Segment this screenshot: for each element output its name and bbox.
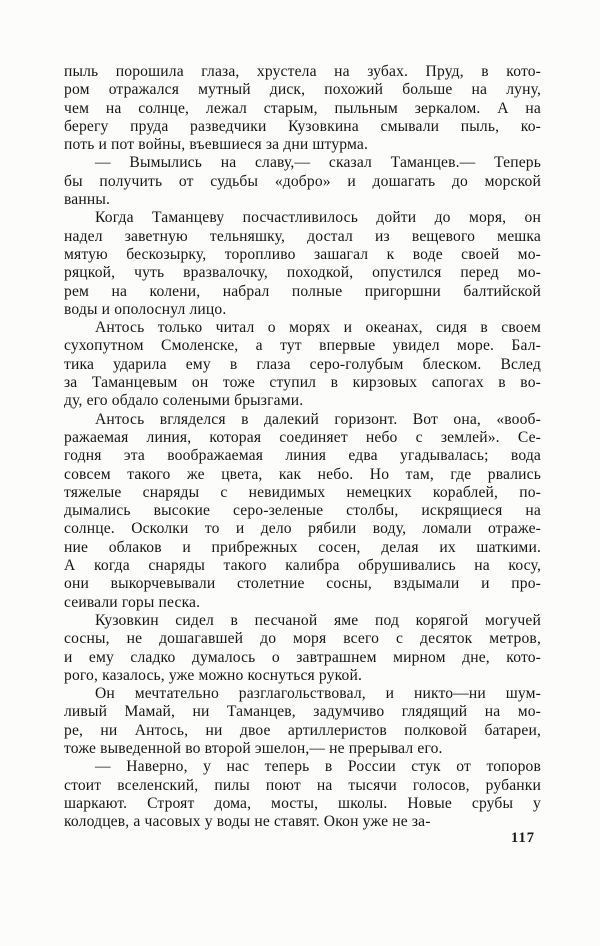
text-line: надел заветную тельняшку, достал из вещевого мешка: [64, 227, 541, 245]
text-line: совсем такого же цвета, как небо. Но там, где рвались: [64, 465, 541, 483]
text-line: дымались высокие серо-зеленые столбы, искрящиеся на: [64, 502, 541, 520]
text-line: пыль порошила глаза, хрустела на зубах. Пруд, в кото-: [64, 63, 541, 80]
text-line: ражаемая линия, которая соединяет небо с землей». Се-: [64, 428, 541, 446]
text-line: поть и пот войны, въевшиеся за дни штурма.: [64, 136, 369, 154]
text-line: — Вымылись на славу,— сказал Таманцев.— Теперь: [95, 154, 541, 172]
text-line: сухопутном Смоленске, а тут впервые увидел море. Бал-: [64, 337, 541, 355]
text-line: ние облаков и прибрежных сосен, делая их шаткими.: [64, 538, 541, 556]
text-line: Антось вгляделся в далекий горизонт. Вот она, «вооб-: [95, 410, 541, 428]
text-line: мятую бескозырку, торопливо зашагал к воде своей мо-: [64, 245, 541, 263]
page-text: [64, 63, 541, 831]
page-number: 117: [511, 830, 535, 846]
text-line: солнце. Осколки то и дело рябили воду, ломали отраже-: [64, 520, 541, 538]
text-line: ванны.: [64, 191, 111, 209]
text-line: ду, его обдало солеными брызгами.: [64, 392, 304, 410]
text-line: чем на солнце, лежал старым, пыльным зеркалом. А на: [64, 99, 541, 117]
text-line: Антось только читал о морях и океанах, сидя в своем: [95, 319, 541, 337]
text-line: воды и ополоснул лицо.: [64, 300, 227, 318]
text-line: ливый Мамай, ни Таманцев, задумчиво глядящий на мо-: [64, 703, 541, 721]
text-line: рем на колени, набрал полные пригоршни балтийской: [64, 282, 541, 300]
text-line: — Наверно, у нас теперь в России стук от топоров: [95, 758, 541, 776]
text-line: они выкорчевывали столетние сосны, вздымали и про-: [64, 575, 541, 593]
text-line: рого, казалось, уже можно коснуться рукой.: [64, 666, 363, 684]
text-line: сеивали горы песка.: [64, 593, 201, 611]
text-line: ре, ни Антось, ни двое артиллеристов полковой батареи,: [64, 721, 541, 739]
text-line: за Таманцевым он тоже ступил в кирзовых сапогах в во-: [64, 374, 541, 392]
text-line: Он мечтательно разглагольствовал, и никто—ни шум-: [95, 685, 541, 703]
text-line: берегу пруда разведчики Кузовкина смывали пыль, ко-: [64, 117, 541, 135]
text-line: Кузовкин сидел в песчаной яме под корягой могучей: [95, 611, 541, 629]
text-line: Когда Таманцеву посчастливилось дойти до моря, он: [95, 209, 541, 227]
text-line: тоже выведенной во второй эшелон,— не прерывал его.: [64, 739, 443, 757]
text-line: ряцкой, чуть вразвалочку, походкой, опустился перед мо-: [64, 264, 541, 282]
text-line: шаркают. Строят дома, мосты, школы. Новые срубы у: [64, 794, 541, 812]
text-line: тика ударила ему в глаза серо-голубым блеском. Вслед: [64, 355, 541, 373]
text-line: сосны, не дошагавшей до моря всего с десяток метров,: [64, 630, 541, 648]
text-line: бы получить от судьбы «добро» и дошагать до морской: [64, 172, 541, 190]
text-line: колодцев, а часовых у воды не ставят. Окон уже не за-: [64, 813, 431, 831]
text-line: стоит вселенский, пилы поют на тысячи голосов, рубанки: [64, 776, 541, 794]
text-line: тяжелые снаряды с невидимых немецких кораблей, по-: [64, 483, 541, 501]
text-line: ром отражался мутный диск, похожий больше на луну,: [64, 81, 541, 99]
text-line: А когда снаряды такого калибра обрушивались на косу,: [64, 557, 541, 575]
text-line: и ему сладко думалось о завтрашнем мирном дне, кото-: [64, 648, 541, 666]
text-line: годня эта воображаемая линия едва угадывалась; вода: [64, 447, 541, 465]
